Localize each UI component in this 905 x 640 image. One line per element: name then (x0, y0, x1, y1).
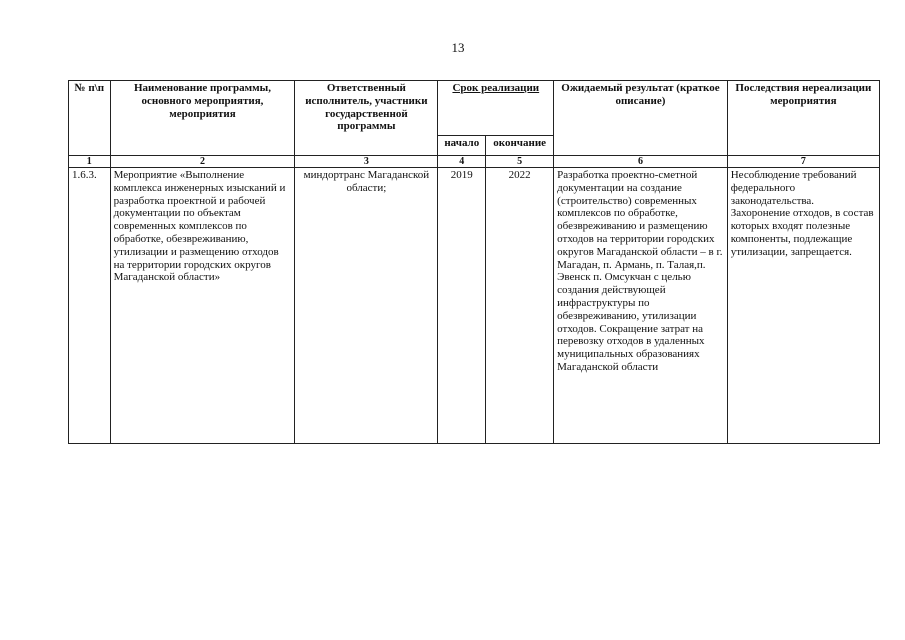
cell-result: Разработка проектно-сметной документации на создание (строительство) современных комплексов по обработке, обезвреживанию и размещению отходов на территории городских округов Магаданской области – в г. Магадан, п. Армань, п. Талая,п. Эвенск п. Омсукчан с целью создания действующей инфраструктуры по обезвреживанию, утилизации отходов. Сокращение затрат на перевозку отходов в удаленных муниципальных образованиях Магаданской области (554, 168, 728, 444)
program-table (68, 80, 880, 444)
column-number: 2 (110, 156, 295, 168)
cell-name: Мероприятие «Выполнение комплекса инженерных изысканий и разработка проектной и рабочей документации по объектам современных комплексов по обработке, обезвреживанию, утилизации и размещению отходов на территории городских округов Магаданской области» (110, 168, 295, 444)
column-number: 6 (554, 156, 728, 168)
column-number: 1 (69, 156, 111, 168)
header-end: окончание (486, 136, 554, 156)
column-number: 3 (295, 156, 438, 168)
header-term-label: Срок реализации (452, 82, 540, 94)
column-number: 5 (486, 156, 554, 168)
column-number: 7 (727, 156, 879, 168)
cell-end: 2022 (486, 168, 554, 444)
cell-consequences: Несоблюдение требований федерального законодательства. Захоронение отходов, в состав которых входят полезные компоненты, подлежащие утилизации, запрещается. (727, 168, 879, 444)
header-executor: Ответственный исполнитель, участники государственной программы (295, 81, 438, 156)
column-number: 4 (438, 156, 486, 168)
cell-executor: миндортранс Магаданской области; (295, 168, 438, 444)
cell-start: 2019 (438, 168, 486, 444)
header-start: начало (438, 136, 486, 156)
column-numbers-row (69, 156, 880, 168)
header-num: № п\п (69, 81, 111, 156)
header-consequences: Последствия нереализации мероприятия (727, 81, 879, 156)
page-number: 13 (451, 40, 465, 55)
header-result: Ожидаемый результат (краткое описание) (554, 81, 728, 156)
table-row (69, 168, 880, 444)
header-name: Наименование программы, основного мероприятия, мероприятия (110, 81, 295, 156)
header-term (438, 81, 554, 136)
cell-num: 1.6.3. (69, 168, 111, 444)
